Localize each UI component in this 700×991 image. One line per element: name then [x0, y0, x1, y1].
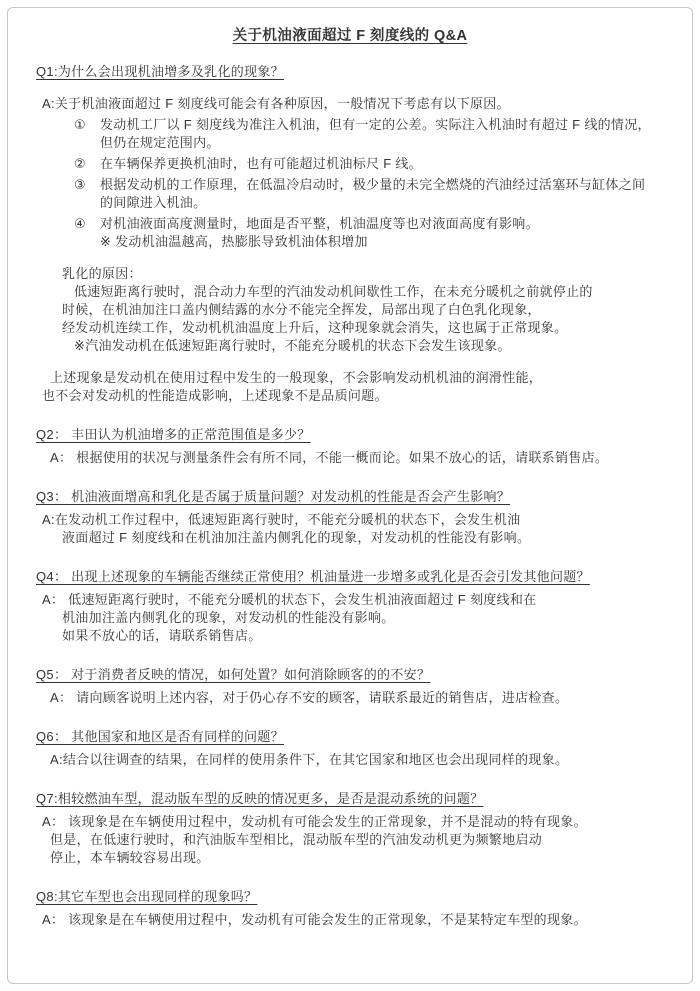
qa-section [36, 488, 664, 547]
question-text: Q6： 其他国家和地区是否有同样的问题？ [36, 729, 284, 744]
answer-line: 也不会对发动机的性能造成影响，上述现象不是品质问题。 [42, 388, 388, 403]
question-text: Q4： 出现上述现象的车辆能否继续正常使用？机油量进一步增多或乳化是否会引发其他问题？ [36, 569, 590, 584]
answer-line: 如果不放心的话，请联系销售店。 [62, 628, 262, 643]
question-text: Q5： 对于消费者反映的情况，如何处置？如何消除顾客的的不安？ [36, 667, 431, 682]
answer-line: ※ 发动机油温越高，热膨胀导致机油体积增加 [100, 234, 368, 249]
answer-line: A： 该现象是在车辆使用过程中，发动机有可能会发生的正常现象，不是某特定车型的现象。 [42, 912, 587, 927]
answer-line: 时候，在机油加注口盖内侧结露的水分不能完全挥发，局部出现了白色乳化现象， [62, 302, 541, 317]
answer-line: 但是，在低速行驶时，和汽油版车型相比，混动版车型的汽油发动机更为频繁地启动 [50, 832, 543, 847]
answer-line: 机油加注盖内侧乳化的现象，对发动机的性能没有影响。 [62, 610, 395, 625]
question-text: Q2： 丰田认为机油增多的正常范围值是多少？ [36, 427, 311, 442]
answer-line: A： 请向顾客说明上述内容，对于仍心存不安的顾客，请联系最近的销售店，进店检查。 [50, 690, 569, 705]
qa-section [36, 728, 664, 769]
question-heading [36, 426, 664, 444]
item-number: ④ [74, 216, 86, 231]
question-text: Q8:其它车型也会出现同样的现象吗？ [36, 889, 258, 904]
answer-line: 液面超过 F 刻度线和在机油加注盖内侧乳化的现象，对发动机的性能没有影响。 [62, 530, 531, 545]
question-heading [36, 568, 664, 586]
answer-line: ※汽油发动机在低速短距离行驶时，不能充分暖机的状态下会发生该现象。 [74, 338, 511, 353]
numbered-item [36, 116, 664, 134]
numbered-item [36, 215, 664, 233]
question-heading [36, 666, 664, 684]
answer-line: 停止，本车辆较容易出现。 [50, 850, 210, 865]
answer-line: 上述现象是发动机在使用过程中发生的一般现象，不会影响发动机机油的润滑性能， [50, 370, 543, 385]
question-text: Q1:为什么会出现机油增多及乳化的现象？ [36, 64, 284, 79]
numbered-item [36, 155, 664, 173]
answer-line: A： 低速短距离行驶时，不能充分暖机的状态下，会发生机油液面超过 F 刻度线和在 [42, 592, 537, 607]
question-heading [36, 790, 664, 808]
item-text: 发动机工厂以 F 刻度线为准注入机油，但有一定的公差。实际注入机油时有超过 F 线的情况， [100, 117, 651, 132]
qa-section [36, 666, 664, 707]
item-number: ③ [74, 177, 86, 192]
document-page [7, 7, 693, 984]
item-text: 根据发动机的工作原理，在低温冷启动时，极少量的未完全燃烧的汽油经过活塞环与缸体之间 [100, 177, 646, 192]
qa-sections [36, 63, 664, 929]
answer-line: 经发动机连续工作，发动机机油温度上升后，这种现象就会消失，这也属于正常现象。 [62, 320, 568, 335]
item-text: 对机油液面高度测量时，地面是否平整，机油温度等也对液面高度有影响。 [100, 216, 539, 231]
question-heading [36, 63, 664, 81]
answer-line: 的间隙进入机油。 [100, 195, 207, 210]
question-heading [36, 488, 664, 506]
answer-line: A： 根据使用的状况与测量条件会有所不同，不能一概而论。如果不放心的话，请联系销售店。 [50, 450, 609, 465]
item-number: ② [74, 156, 86, 171]
item-number: ① [74, 117, 86, 132]
qa-section [36, 790, 664, 867]
qa-section [36, 426, 664, 467]
qa-section [36, 568, 664, 645]
question-heading [36, 728, 664, 746]
answer-line: 但仍在规定范围内。 [100, 135, 220, 150]
qa-section [36, 63, 664, 405]
question-heading [36, 888, 664, 906]
answer-line: 低速短距离行驶时，混合动力车型的汽油发动机间歇性工作，在未充分暖机之前就停止的 [74, 284, 593, 299]
question-text: Q3： 机油液面增高和乳化是否属于质量问题？对发动机的性能是否会产生影响？ [36, 489, 511, 504]
page-title: 关于机油液面超过 F 刻度线的 Q&A [232, 28, 468, 44]
qa-section [36, 888, 664, 929]
numbered-item [36, 176, 664, 194]
item-text: 在车辆保养更换机油时，也有可能超过机油标尺 F 线。 [100, 156, 422, 171]
answer-line: A:结合以往调查的结果，在同样的使用条件下，在其它国家和地区也会出现同样的现象。 [50, 752, 569, 767]
answer-line: 乳化的原因： [62, 266, 142, 281]
answer-line: A:关于机油液面超过 F 刻度线可能会有各种原因，一般情况下考虑有以下原因。 [42, 96, 510, 111]
answer-line: A:在发动机工作过程中，低速短距离行驶时，不能充分暖机的状态下，会发生机油 [42, 512, 521, 527]
answer-line: A： 该现象是在车辆使用过程中，发动机有可能会发生的正常现象，并不是混动的特有现象。 [42, 814, 587, 829]
question-text: Q7:相较燃油车型，混动版车型的反映的情况更多，是否是混动系统的问题？ [36, 791, 484, 806]
